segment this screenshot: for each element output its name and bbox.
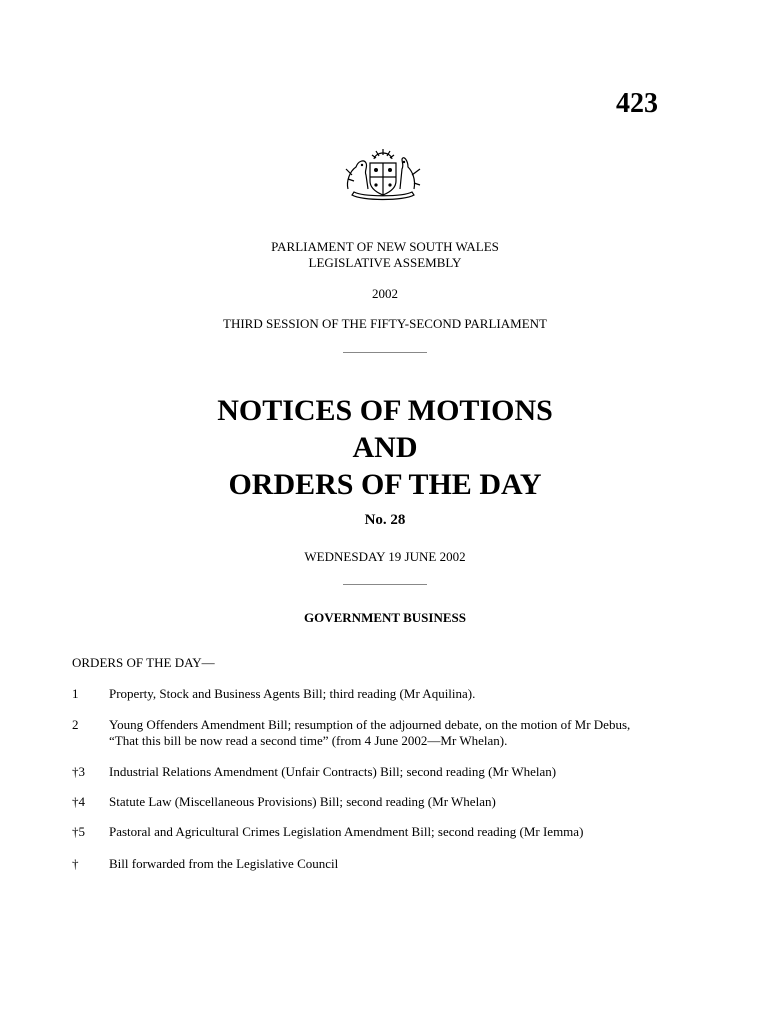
item-number: † (72, 856, 79, 871)
page-number: 423 (616, 88, 658, 119)
parliament-name: PARLIAMENT OF NEW SOUTH WALES (271, 239, 499, 254)
list-item (72, 856, 652, 872)
item-number: 2 (72, 717, 79, 732)
item-text: Property, Stock and Business Agents Bill; third reading (Mr Aquilina). (109, 686, 476, 701)
session: THIRD SESSION OF THE FIFTY-SECOND PARLIAMENT (223, 316, 547, 331)
title-line-2: AND (352, 431, 418, 464)
item-number: 1 (72, 686, 79, 701)
list-item (72, 717, 652, 749)
list-item (72, 794, 652, 810)
list-item (72, 824, 652, 840)
divider (343, 584, 427, 585)
list-item (72, 686, 652, 702)
sitting-date: WEDNESDAY 19 JUNE 2002 (304, 549, 466, 564)
divider (343, 352, 427, 353)
item-text: Young Offenders Amendment Bill; resumption of the adjourned debate, on the motion of Mr Debus, “That this bill be now read a second time” (from 4 June 2002—Mr Whelan). (109, 717, 631, 748)
title-line-3: ORDERS OF THE DAY (228, 468, 542, 501)
orders-label: ORDERS OF THE DAY— (72, 655, 215, 670)
item-text: Industrial Relations Amendment (Unfair Contracts) Bill; second reading (Mr Whelan) (109, 764, 557, 779)
list-item (72, 764, 652, 780)
item-text: Bill forwarded from the Legislative Council (109, 856, 339, 871)
item-number: †4 (72, 794, 85, 809)
year: 2002 (372, 286, 398, 301)
section-heading: GOVERNMENT BUSINESS (304, 610, 466, 625)
paper-number: No. 28 (364, 512, 406, 528)
item-number: †3 (72, 764, 85, 779)
item-number: †5 (72, 824, 85, 839)
document-title (0, 392, 770, 503)
title-line-1: NOTICES OF MOTIONS (217, 394, 553, 427)
item-text: Statute Law (Miscellaneous Provisions) Bill; second reading (Mr Whelan) (109, 794, 496, 809)
coat-of-arms-icon (342, 145, 424, 203)
house-name: LEGISLATIVE ASSEMBLY (308, 255, 462, 270)
item-text: Pastoral and Agricultural Crimes Legislation Amendment Bill; second reading (Mr Iemma) (109, 824, 584, 839)
